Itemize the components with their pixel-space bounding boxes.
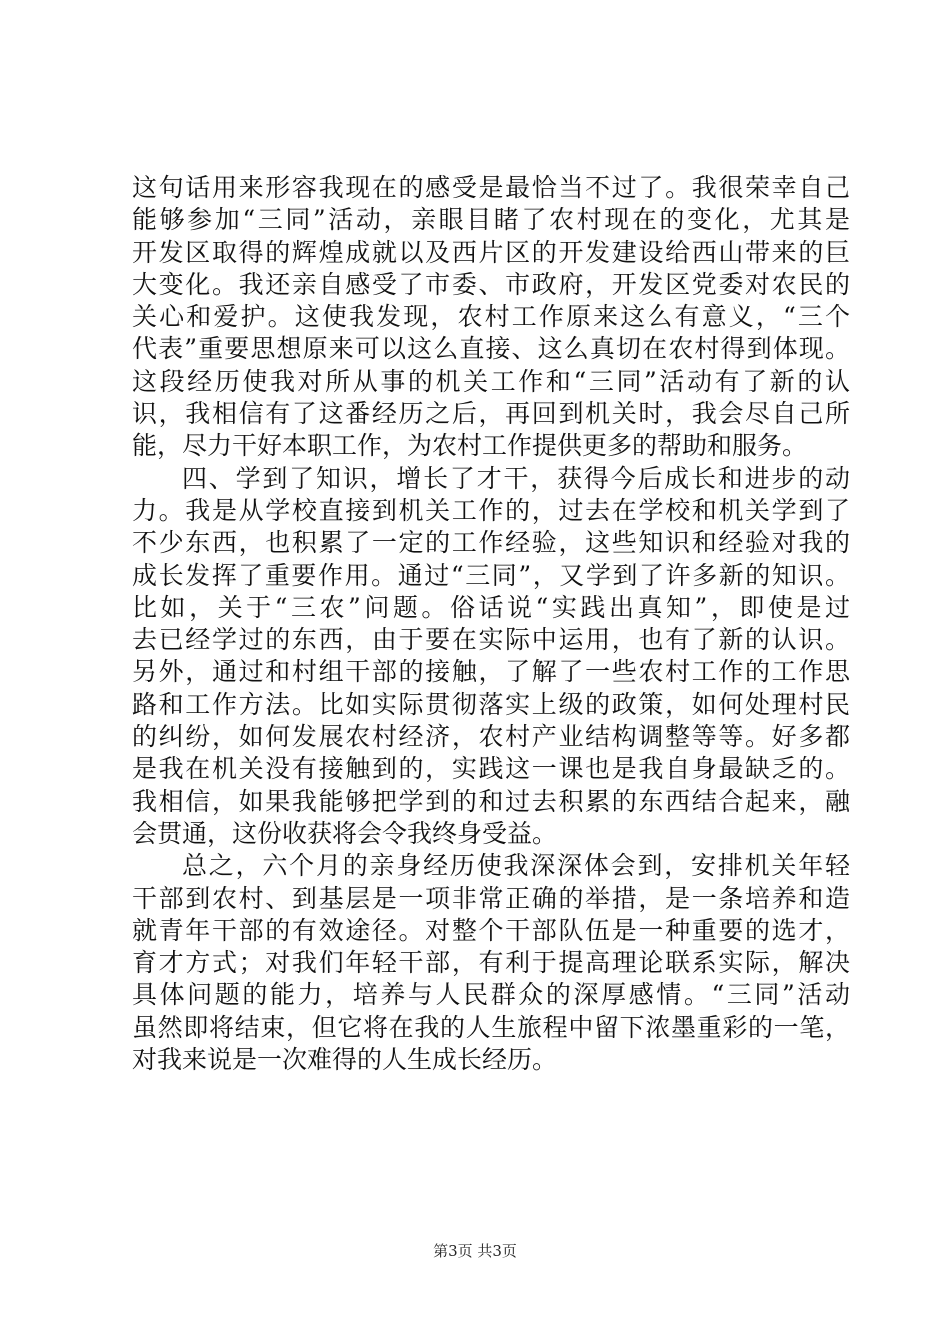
text-line: 大变化。我还亲自感受了市委、市政府，开发区党委对农民的 — [132, 269, 850, 299]
text-line: 就青年干部的有效途径。对整个干部队伍是一种重要的选才， — [132, 915, 850, 945]
text-line: 开发区取得的辉煌成就以及西片区的开发建设给西山带来的巨 — [132, 237, 850, 267]
text-line: 干部到农村、到基层是一项非常正确的举措，是一条培养和造 — [132, 883, 850, 913]
text-line: 会贯通，这份收获将会令我终身受益。 — [132, 818, 558, 848]
text-line: 关心和爱护。这使我发现，农村工作原来这么有意义，“三个 — [132, 302, 850, 332]
text-line: 我相信，如果我能够把学到的和过去积累的东西结合起来，融 — [132, 786, 850, 816]
text-line: 这句话用来形容我现在的感受是最恰当不过了。我很荣幸自己 — [132, 173, 850, 202]
text-line: 去已经学过的东西，由于要在实际中运用，也有了新的认识。 — [132, 625, 850, 655]
text-line: 能，尽力干好本职工作，为农村工作提供更多的帮助和服务。 — [132, 431, 808, 461]
text-line: 另外，通过和村组干部的接触，了解了一些农村工作的工作思 — [132, 657, 850, 687]
text-line: 育才方式；对我们年轻干部，有利于提高理论联系实际，解决 — [132, 948, 850, 978]
text-line: 这段经历使我对所从事的机关工作和“三同”活动有了新的认 — [132, 366, 850, 396]
text-line: 总之，六个月的亲身经历使我深深体会到，安排机关年轻 — [182, 851, 850, 881]
page-footer: 第3页 共3页 — [433, 1242, 517, 1260]
text-line: 代表”重要思想原来可以这么直接、这么真切在农村得到体现。 — [132, 334, 850, 364]
text-line: 力。我是从学校直接到机关工作的，过去在学校和机关学到了 — [132, 495, 850, 525]
text-line: 对我来说是一次难得的人生成长经历。 — [132, 1045, 558, 1075]
text-line: 不少东西，也积累了一定的工作经验，这些知识和经验对我的 — [132, 528, 850, 558]
text-line: 具体问题的能力，培养与人民群众的深厚感情。“三同”活动 — [132, 980, 850, 1010]
document-body — [132, 172, 850, 1076]
text-line: 的纠纷，如何发展农村经济，农村产业结构调整等等。好多都 — [132, 722, 850, 752]
text-line: 四、学到了知识，增长了才干，获得今后成长和进步的动 — [182, 463, 850, 493]
text-line: 比如，关于“三农”问题。俗话说“实践出真知”，即使是过 — [132, 592, 850, 622]
text-line: 识，我相信有了这番经历之后，再回到机关时，我会尽自己所 — [132, 399, 850, 429]
text-line: 虽然即将结束，但它将在我的人生旅程中留下浓墨重彩的一笔， — [132, 1012, 850, 1042]
text-line: 路和工作方法。比如实际贯彻落实上级的政策，如何处理村民 — [132, 689, 850, 719]
text-line: 是我在机关没有接触到的，实践这一课也是我自身最缺乏的。 — [132, 754, 850, 784]
text-line: 能够参加“三同”活动，亲眼目睹了农村现在的变化，尤其是 — [132, 205, 850, 235]
text-line: 成长发挥了重要作用。通过“三同”，又学到了许多新的知识。 — [132, 560, 850, 590]
